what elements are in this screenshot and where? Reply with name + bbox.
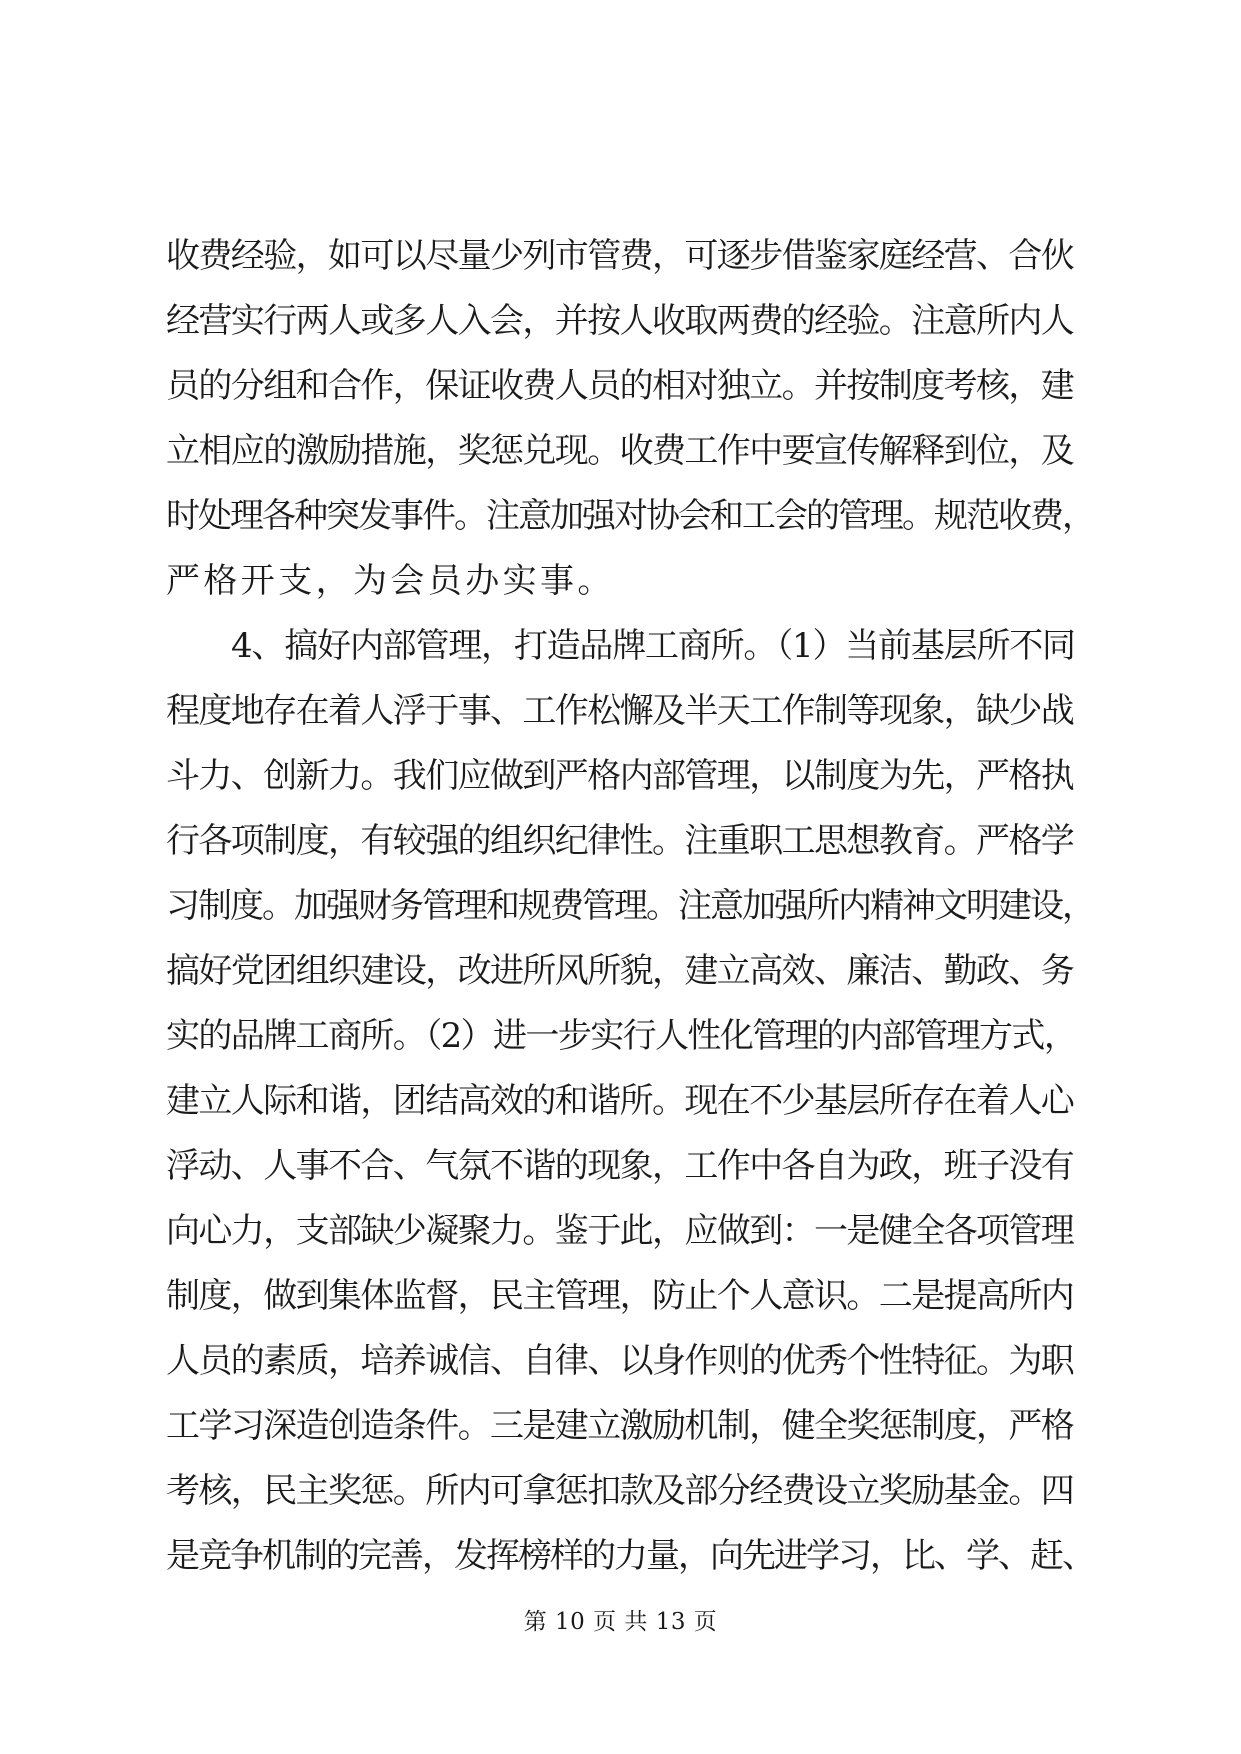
text-line: 员的分组和合作，保证收费人员的相对独立。并按制度考核，建: [166, 366, 1074, 406]
page-number-footer: 第 10 页 共 13 页: [523, 1609, 718, 1635]
text-line: 是竞争机制的完善，发挥榜样的力量，向先进学习，比、学、赶、: [166, 1536, 1094, 1576]
text-line: 经营实行两人或多人入会，并按人收取两费的经验。注意所内人: [166, 301, 1074, 341]
text-line: 人员的素质，培养诚信、自律、以身作则的优秀个性特征。为职: [166, 1341, 1074, 1381]
text-line: 严格开支，为会员办实事。: [166, 561, 615, 601]
text-line: 制度，做到集体监督，民主管理，防止个人意识。二是提高所内: [166, 1276, 1074, 1316]
text-line: 搞好党团组织建设，改进所风所貌，建立高效、廉洁、勤政、务: [166, 951, 1074, 991]
text-line: 实的品牌工商所。（2）进一步实行人性化管理的内部管理方式，: [166, 1016, 1077, 1056]
text-line: 4、搞好内部管理，打造品牌工商所。（1）当前基层所不同: [231, 626, 1075, 666]
text-line: 行各项制度，有较强的组织纪律性。注重职工思想教育。严格学: [166, 821, 1074, 861]
text-line: 习制度。加强财务管理和规费管理。注意加强所内精神文明建设，: [166, 886, 1094, 926]
text-line: 程度地存在着人浮于事、工作松懈及半天工作制等现象，缺少战: [166, 691, 1074, 731]
text-line: 考核，民主奖惩。所内可拿惩扣款及部分经费设立奖励基金。四: [166, 1471, 1074, 1511]
text-line: 立相应的激励措施，奖惩兑现。收费工作中要宣传解释到位，及: [166, 431, 1074, 471]
text-line: 工学习深造创造条件。三是建立激励机制，健全奖惩制度，严格: [166, 1406, 1074, 1446]
text-line: 斗力、创新力。我们应做到严格内部管理，以制度为先，严格执: [166, 756, 1074, 796]
text-line: 建立人际和谐，团结高效的和谐所。现在不少基层所存在着人心: [166, 1081, 1074, 1121]
text-line: 浮动、人事不合、气氛不谐的现象，工作中各自为政，班子没有: [166, 1146, 1074, 1186]
text-line: 时处理各种突发事件。注意加强对协会和工会的管理。规范收费，: [166, 496, 1094, 536]
text-line: 收费经验，如可以尽量少列市管费，可逐步借鉴家庭经营、合伙: [166, 236, 1074, 276]
text-line: 向心力，支部缺少凝聚力。鉴于此，应做到：一是健全各项管理: [166, 1211, 1074, 1251]
